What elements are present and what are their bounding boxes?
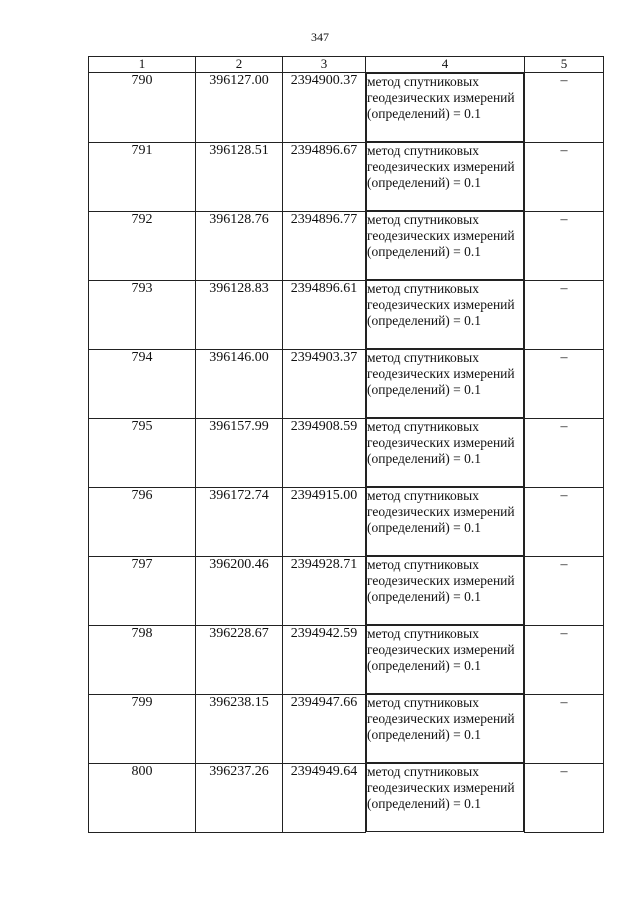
table-row	[89, 625, 604, 694]
note-cell: –	[525, 211, 604, 280]
method-cell: метод спутниковых геодезических измерений (определений) = 0.1	[366, 142, 524, 211]
point-number-cell: 800	[89, 763, 196, 832]
note-cell: –	[525, 349, 604, 418]
method-cell: метод спутниковых геодезических измерений (определений) = 0.1	[366, 73, 524, 142]
point-number-cell: 796	[89, 487, 196, 556]
y-coordinate-cell: 2394896.67	[283, 142, 366, 211]
table-row	[89, 556, 604, 625]
method-cell: метод спутниковых геодезических измерений (определений) = 0.1	[366, 487, 524, 556]
method-cell: метод спутниковых геодезических измерений (определений) = 0.1	[366, 349, 524, 418]
note-cell: –	[525, 73, 604, 143]
y-coordinate-cell: 2394947.66	[283, 694, 366, 763]
x-coordinate-cell: 396127.00	[196, 73, 283, 143]
x-coordinate-cell: 396128.51	[196, 142, 283, 211]
note-cell: –	[525, 625, 604, 694]
x-coordinate-cell: 396238.15	[196, 694, 283, 763]
y-coordinate-cell: 2394949.64	[283, 763, 366, 832]
column-header-5: 5	[525, 57, 604, 73]
note-cell: –	[525, 763, 604, 832]
point-number-cell: 799	[89, 694, 196, 763]
point-number-cell: 793	[89, 280, 196, 349]
column-header-1: 1	[89, 57, 196, 73]
point-number-cell: 797	[89, 556, 196, 625]
table-row	[89, 142, 604, 211]
note-cell: –	[525, 694, 604, 763]
method-cell: метод спутниковых геодезических измерений (определений) = 0.1	[366, 418, 524, 487]
y-coordinate-cell: 2394942.59	[283, 625, 366, 694]
y-coordinate-cell: 2394908.59	[283, 418, 366, 487]
x-coordinate-cell: 396172.74	[196, 487, 283, 556]
method-cell: метод спутниковых геодезических измерений (определений) = 0.1	[366, 694, 524, 763]
y-coordinate-cell: 2394900.37	[283, 73, 366, 143]
point-number-cell: 798	[89, 625, 196, 694]
x-coordinate-cell: 396128.76	[196, 211, 283, 280]
y-coordinate-cell: 2394896.61	[283, 280, 366, 349]
point-number-cell: 792	[89, 211, 196, 280]
method-cell: метод спутниковых геодезических измерений (определений) = 0.1	[366, 625, 524, 694]
y-coordinate-cell: 2394896.77	[283, 211, 366, 280]
page-number: 347	[311, 30, 329, 44]
note-cell: –	[525, 487, 604, 556]
table-body	[89, 73, 604, 833]
method-cell: метод спутниковых геодезических измерений (определений) = 0.1	[366, 211, 524, 280]
table-row	[89, 418, 604, 487]
table-row	[89, 280, 604, 349]
note-cell: –	[525, 418, 604, 487]
x-coordinate-cell: 396228.67	[196, 625, 283, 694]
table-row	[89, 487, 604, 556]
method-cell: метод спутниковых геодезических измерений (определений) = 0.1	[366, 556, 524, 625]
column-header-4: 4	[366, 57, 525, 73]
x-coordinate-cell: 396237.26	[196, 763, 283, 832]
x-coordinate-cell: 396128.83	[196, 280, 283, 349]
table-row	[89, 211, 604, 280]
table-header-row	[89, 57, 604, 73]
x-coordinate-cell: 396146.00	[196, 349, 283, 418]
table-row	[89, 349, 604, 418]
y-coordinate-cell: 2394903.37	[283, 349, 366, 418]
y-coordinate-cell: 2394928.71	[283, 556, 366, 625]
point-number-cell: 795	[89, 418, 196, 487]
table-row	[89, 73, 604, 143]
note-cell: –	[525, 280, 604, 349]
column-header-2: 2	[196, 57, 283, 73]
table-row	[89, 694, 604, 763]
coordinates-table	[88, 56, 604, 833]
point-number-cell: 794	[89, 349, 196, 418]
table-row	[89, 763, 604, 832]
note-cell: –	[525, 142, 604, 211]
point-number-cell: 790	[89, 73, 196, 143]
note-cell: –	[525, 556, 604, 625]
method-cell: метод спутниковых геодезических измерений (определений) = 0.1	[366, 763, 524, 832]
x-coordinate-cell: 396157.99	[196, 418, 283, 487]
method-cell: метод спутниковых геодезических измерений (определений) = 0.1	[366, 280, 524, 349]
point-number-cell: 791	[89, 142, 196, 211]
column-header-3: 3	[283, 57, 366, 73]
y-coordinate-cell: 2394915.00	[283, 487, 366, 556]
x-coordinate-cell: 396200.46	[196, 556, 283, 625]
